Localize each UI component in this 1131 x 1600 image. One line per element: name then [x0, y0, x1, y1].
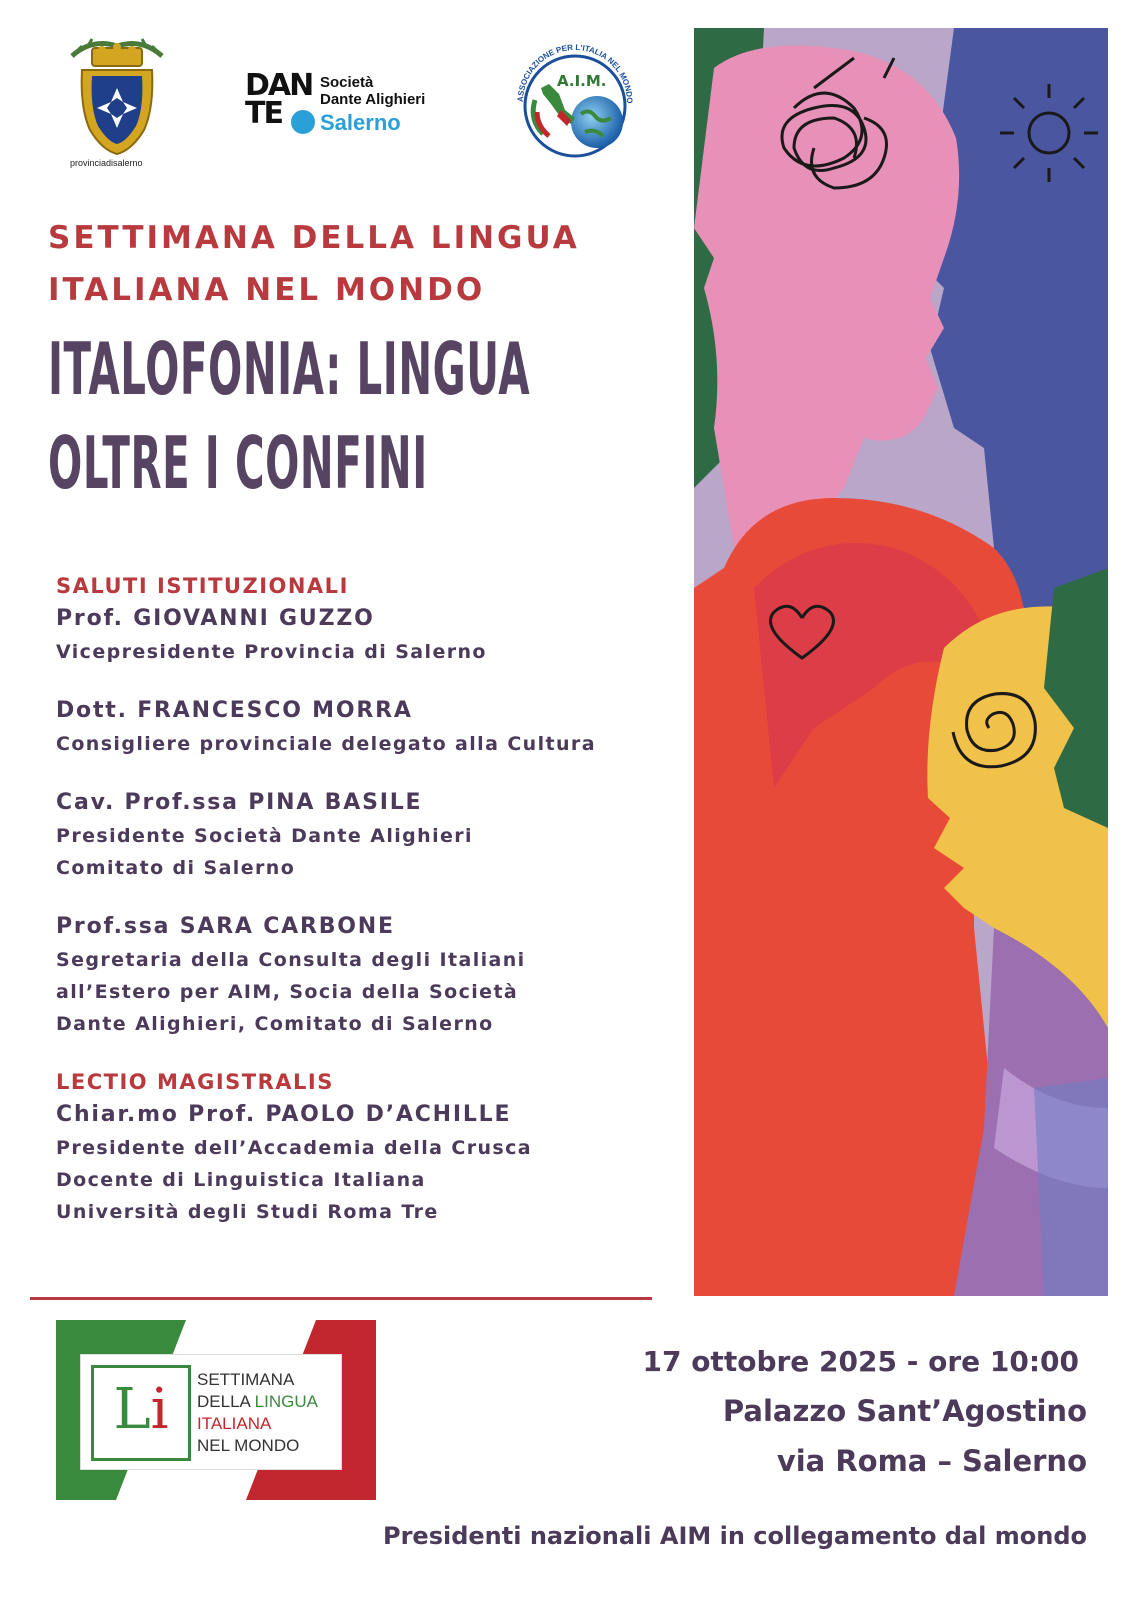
greetings-heading: SALUTI ISTITUZIONALI [56, 574, 349, 598]
li-logo-panel [80, 1354, 342, 1470]
speaker-name: Prof. GIOVANNI GUZZO [56, 606, 375, 631]
section-divider [30, 1297, 652, 1300]
speaker-role: Consigliere provinciale delegato alla Cultura [56, 733, 596, 755]
speaker-name: Prof.ssa SARA CARBONE [56, 914, 395, 939]
speaker-role: all’Estero per AIM, Socia della Società [56, 981, 519, 1003]
li-logo-text: SETTIMANA DELLA LINGUA ITALIANA NEL MONDO [197, 1370, 318, 1455]
dante-city: Salerno [320, 110, 401, 135]
speaker-name: Cav. Prof.ssa PINA BASILE [56, 790, 423, 815]
speaker-block [56, 694, 686, 760]
speaker-role: Segretaria della Consulta degli Italiani [56, 949, 526, 971]
artwork-illustration [694, 28, 1108, 1296]
provincia-crest-icon [62, 38, 172, 158]
speaker-block [56, 602, 686, 668]
dante-dot-icon [291, 110, 315, 134]
dante-name: Società Dante Alighieri [320, 74, 426, 108]
lectio-speaker-role: Docente di Linguistica Italiana [56, 1169, 426, 1191]
svg-text:A.I.M.: A.I.M. [557, 72, 607, 90]
event-date-time: 17 ottobre 2025 - ore 10:00 [642, 1345, 1079, 1378]
li-monogram: Li [91, 1365, 191, 1461]
speaker-role: Dante Alighieri, Comitato di Salerno [56, 1013, 494, 1035]
event-subtitle: SETTIMANA DELLA LINGUA ITALIANA NEL MONDO [48, 220, 580, 308]
speaker-role: Vicepresidente Provincia di Salerno [56, 641, 487, 663]
speaker-block [56, 786, 686, 884]
event-address: via Roma – Salerno [776, 1444, 1087, 1478]
dante-monogram: DAN TE [245, 68, 313, 131]
lectio-speaker-role: Università degli Studi Roma Tre [56, 1201, 439, 1223]
speaker-block [56, 910, 686, 1040]
svg-text:ASSOCIAZIONE PER L'ITALIA NEL: ASSOCIAZIONE PER L'ITALIA NEL MONDO [515, 42, 635, 104]
lectio-speaker-name: Chiar.mo Prof. PAOLO D’ACHILLE [56, 1102, 512, 1127]
event-venue: Palazzo Sant’Agostino [722, 1394, 1087, 1428]
event-title: ITALOFONIA: LINGUA OLTRE I CONFINI [48, 327, 531, 505]
footer-note: Presidenti nazionali AIM in collegamento dal mondo [383, 1522, 1087, 1550]
event-details [642, 1338, 1087, 1486]
provincia-salerno-logo [62, 38, 172, 178]
provincia-caption: provinciadisalerno [70, 158, 143, 168]
speaker-name: Dott. FRANCESCO MORRA [56, 698, 413, 723]
speaker-role: Comitato di Salerno [56, 857, 296, 879]
settimana-lingua-logo [56, 1320, 376, 1500]
speaker-role: Presidente Società Dante Alighieri [56, 825, 473, 847]
painted-heads-artwork [694, 28, 1108, 1296]
aim-logo [505, 40, 645, 160]
lectio-speaker-block [56, 1098, 686, 1228]
aim-globe-icon [505, 40, 645, 160]
lectio-speaker-role: Presidente dell’Accademia della Crusca [56, 1137, 532, 1159]
program-list [56, 570, 686, 1254]
dante-alighieri-logo [245, 68, 445, 142]
lectio-heading: LECTIO MAGISTRALIS [56, 1070, 334, 1094]
